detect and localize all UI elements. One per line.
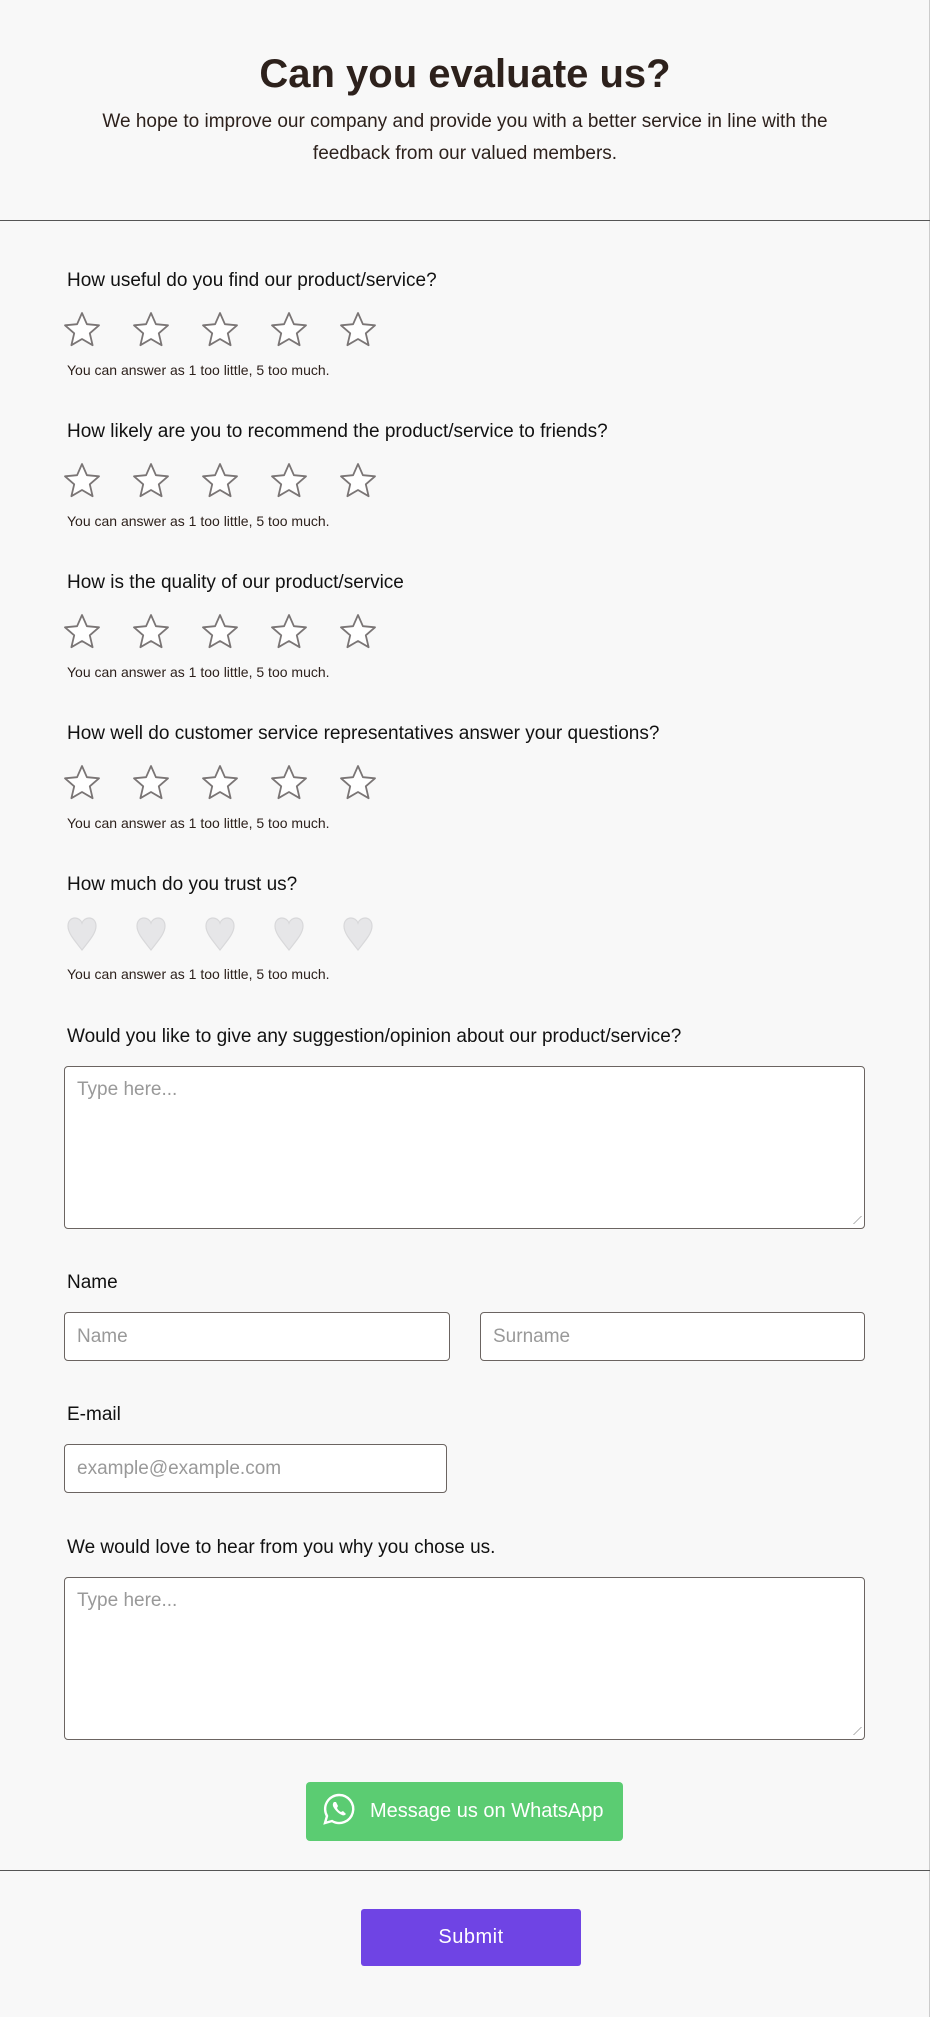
rating-input[interactable] <box>62 914 378 954</box>
star-icon[interactable] <box>131 461 171 501</box>
star-icon[interactable] <box>269 461 309 501</box>
rating-hint: You can answer as 1 too little, 5 too much. <box>67 664 330 680</box>
why-textarea[interactable] <box>64 1577 865 1740</box>
email-label: E-mail <box>67 1404 121 1425</box>
header-divider <box>0 220 930 221</box>
rating-hint: You can answer as 1 too little, 5 too much. <box>67 815 330 831</box>
suggestion-textarea[interactable] <box>64 1066 865 1229</box>
star-icon[interactable] <box>269 763 309 803</box>
star-icon[interactable] <box>131 612 171 652</box>
whatsapp-icon <box>322 1792 356 1832</box>
suggestion-label: Would you like to give any suggestion/opinion about our product/service? <box>67 1026 682 1047</box>
page-title: Can you evaluate us? <box>259 52 671 96</box>
star-icon[interactable] <box>62 310 102 350</box>
star-icon[interactable] <box>338 461 378 501</box>
heart-icon[interactable] <box>200 914 240 954</box>
rating-hint: You can answer as 1 too little, 5 too much. <box>67 966 330 982</box>
question-label: How is the quality of our product/service <box>67 572 404 593</box>
star-icon[interactable] <box>131 763 171 803</box>
heart-icon[interactable] <box>338 914 378 954</box>
star-icon[interactable] <box>338 763 378 803</box>
question-label: How likely are you to recommend the product/service to friends? <box>67 421 608 442</box>
question-label: How well do customer service representatives answer your questions? <box>67 723 660 744</box>
rating-input[interactable] <box>62 612 378 652</box>
whatsapp-button[interactable] <box>306 1782 623 1841</box>
star-icon[interactable] <box>200 612 240 652</box>
heart-icon[interactable] <box>62 914 102 954</box>
question-label: How much do you trust us? <box>67 874 298 895</box>
rating-input[interactable] <box>62 310 378 350</box>
question-label: How useful do you find our product/service? <box>67 270 437 291</box>
name-label: Name <box>67 1272 118 1293</box>
rating-input[interactable] <box>62 461 378 501</box>
whatsapp-label: Message us on WhatsApp <box>370 1800 604 1822</box>
star-icon[interactable] <box>200 461 240 501</box>
star-icon[interactable] <box>62 461 102 501</box>
star-icon[interactable] <box>62 763 102 803</box>
first-name-input[interactable] <box>64 1312 450 1361</box>
star-icon[interactable] <box>338 310 378 350</box>
star-icon[interactable] <box>269 612 309 652</box>
why-label: We would love to hear from you why you chose us. <box>67 1537 496 1558</box>
star-icon[interactable] <box>200 310 240 350</box>
page-subtitle: We hope to improve our company and provide you with a better service in line with the feedback from our valued members. <box>102 111 828 164</box>
star-icon[interactable] <box>131 310 171 350</box>
surname-input[interactable] <box>480 1312 865 1361</box>
email-input[interactable] <box>64 1444 447 1493</box>
star-icon[interactable] <box>269 310 309 350</box>
heart-icon[interactable] <box>131 914 171 954</box>
rating-input[interactable] <box>62 763 378 803</box>
footer-divider <box>0 1870 930 1871</box>
submit-button[interactable]: Submit <box>361 1909 581 1966</box>
star-icon[interactable] <box>338 612 378 652</box>
heart-icon[interactable] <box>269 914 309 954</box>
rating-hint: You can answer as 1 too little, 5 too much. <box>67 513 330 529</box>
rating-hint: You can answer as 1 too little, 5 too much. <box>67 362 330 378</box>
star-icon[interactable] <box>200 763 240 803</box>
star-icon[interactable] <box>62 612 102 652</box>
